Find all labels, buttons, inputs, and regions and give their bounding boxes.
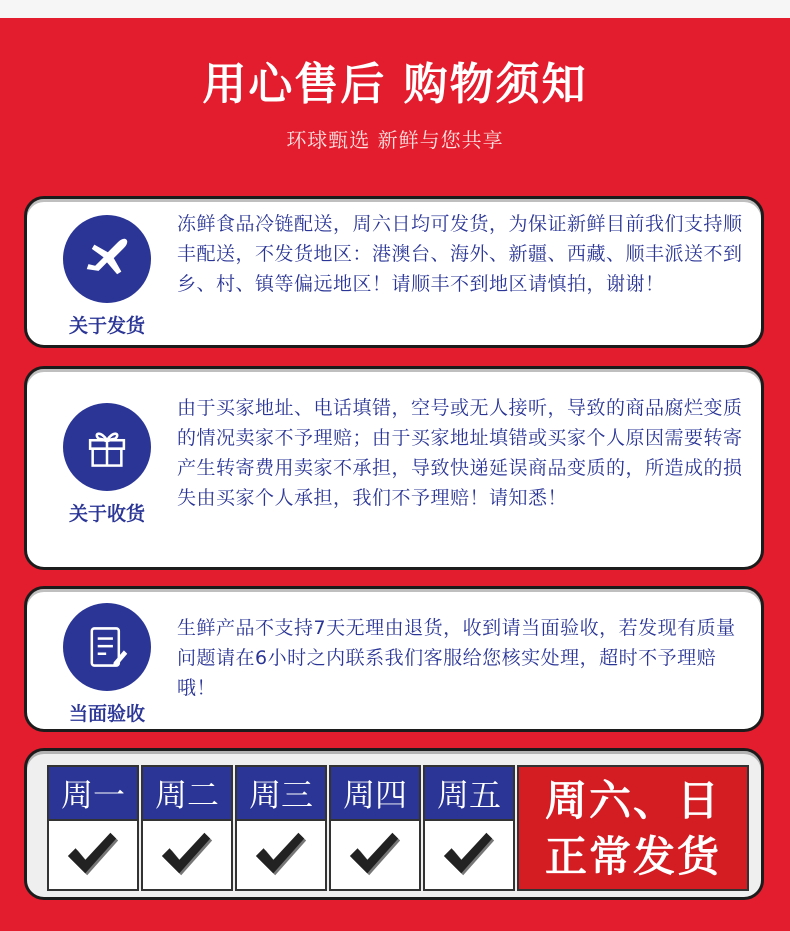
delivery-schedule-card xyxy=(24,748,764,900)
shipping-label: 关于发货 xyxy=(68,315,145,337)
checkmark-icon xyxy=(331,821,419,889)
weekend-delivery-box xyxy=(517,765,749,891)
checklist-icon xyxy=(63,603,151,691)
weekday-table xyxy=(47,765,519,891)
gift-icon xyxy=(63,403,151,491)
checkmark-icon xyxy=(49,821,137,889)
inspection-text: 生鲜产品不支持7天无理由退货，收到请当面验收，若发现有质量问题请在6小时之内联系我们客服给您核实处理，超时不予理赔哦！ xyxy=(177,617,736,699)
receiving-icon-block xyxy=(47,403,167,526)
receiving-label: 关于收货 xyxy=(68,503,145,525)
receiving-text: 由于买家地址、电话填错，空号或无人接听，导致的商品腐烂变质的情况卖家不予理赔；由于买家地址填错或买家个人原因需要转寄产生转寄费用卖家不承担，导致快递延误商品变质的，所造成的损失由买家个人承担，我们不予理赔！请知悉！ xyxy=(177,397,743,509)
weekend-line-1: 周六、日 xyxy=(544,776,721,825)
page-subtitle: 环球甄选 新鲜与您共享 xyxy=(286,128,504,152)
inspection-card xyxy=(24,586,764,732)
shipping-card xyxy=(24,196,764,348)
day-column-thu xyxy=(329,765,421,891)
day-column-mon xyxy=(47,765,139,891)
checkmark-icon xyxy=(143,821,231,889)
weekend-line-2: 正常发货 xyxy=(544,832,721,881)
day-name: 周四 xyxy=(331,767,419,821)
airplane-icon xyxy=(63,215,151,303)
shipping-text: 冻鲜食品冷链配送，周六日均可发货，为保证新鲜目前我们支持顺丰配送，不发货地区：港澳台、海外、新疆、西藏、顺丰派送不到乡、村、镇等偏远地区！请顺丰不到地区请慎拍，谢谢！ xyxy=(177,213,743,295)
day-column-tue xyxy=(141,765,233,891)
top-band xyxy=(0,0,790,18)
checkmark-icon xyxy=(425,821,513,889)
day-column-fri xyxy=(423,765,515,891)
shipping-icon-block xyxy=(47,215,167,338)
page-title: 用心售后 购物须知 xyxy=(202,59,588,110)
checkmark-icon xyxy=(237,821,325,889)
day-name: 周五 xyxy=(425,767,513,821)
day-name: 周一 xyxy=(49,767,137,821)
day-column-wed xyxy=(235,765,327,891)
inspection-icon-block xyxy=(47,603,167,726)
day-name: 周三 xyxy=(237,767,325,821)
receiving-card xyxy=(24,366,764,570)
inspection-label: 当面验收 xyxy=(68,703,145,725)
day-name: 周二 xyxy=(143,767,231,821)
